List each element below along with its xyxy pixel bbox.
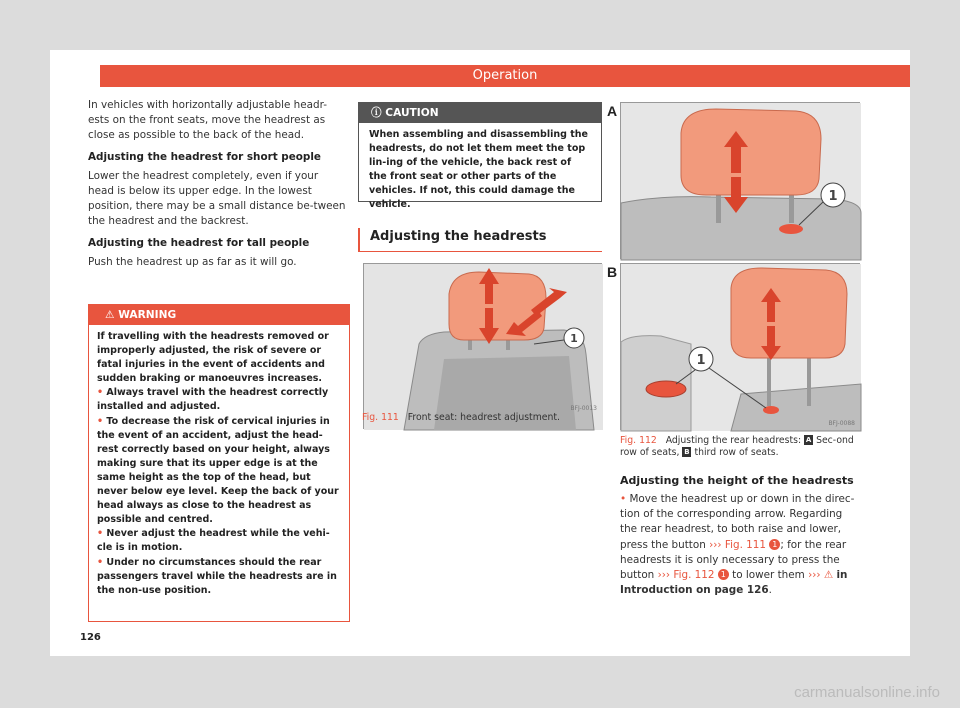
- fig112-caption: [620, 435, 860, 459]
- fig111-marker: 1: [570, 332, 578, 345]
- fig111-link[interactable]: ››› Fig. 111: [709, 538, 767, 551]
- warning-bullet: • Under no circumstances should the rear passengers travel while the headrests are in the non-use position.: [97, 556, 337, 596]
- warning-bullet: • Never adjust the headrest while the vehi-cle is in motion.: [97, 528, 330, 554]
- bullet-icon: •: [97, 528, 107, 540]
- fig112-code: BFJ-0088: [828, 420, 855, 427]
- fig111-label: Fig. 111: [362, 412, 399, 423]
- panel-a-letter: A: [607, 103, 618, 119]
- figure-112-panel-b: [607, 263, 860, 430]
- fig111-code: BFJ-0013: [570, 405, 597, 412]
- height-adjust-text: • Move the headrest up or down in the direc-tion of the corresponding arrow. Regarding the rear headrest, to both raise and lower, press the button ››› Fig. 111 1 ; for the rear headrests it is only necessary to press the button ››› Fig. 112 1 to lower them ››› ⚠ in Introduction on page 126.: [620, 493, 855, 597]
- number-1-icon: 1: [769, 539, 780, 550]
- bullet-icon: •: [97, 415, 107, 427]
- warning-bullet: • Always travel with the headrest correctly installed and adjusted.: [97, 387, 329, 413]
- paragraph-tall-people: Push the headrest up as far as it will go.: [88, 256, 297, 268]
- heading-tall-people: Adjusting the headrest for tall people: [88, 237, 310, 249]
- column-left: [88, 98, 346, 277]
- fig112-caption-part: Sec-ond row of seats,: [620, 435, 854, 458]
- letter-b-box: B: [684, 448, 690, 456]
- fig111-caption-text: Front seat: headrest adjustment.: [407, 412, 560, 423]
- front-seat-illustration: [364, 264, 603, 430]
- warning-intro: If travelling with the headrests removed or improperly adjusted, the risk of severe or fatal injuries in the event of accidents and sudden braking or manoeuvres increases.: [97, 331, 329, 385]
- caution-title: CAUTION: [385, 107, 439, 119]
- bullet-icon: •: [97, 556, 107, 568]
- caution-circle-icon: ⓘ: [371, 107, 382, 119]
- figure-112-panel-a: [607, 102, 860, 259]
- fig112-caption-part: Adjusting the rear headrests:: [665, 435, 802, 446]
- section-title: Adjusting the headrests: [358, 228, 602, 252]
- fig112-label: Fig. 112: [620, 435, 657, 446]
- caution-title-bar: [359, 103, 601, 123]
- fig112-link[interactable]: ››› Fig. 112: [657, 569, 715, 582]
- panel-b-letter: B: [607, 264, 618, 280]
- bullet-icon: •: [97, 387, 107, 399]
- warning-title: WARNING: [118, 309, 177, 321]
- fig111-caption: [362, 412, 560, 423]
- fig112b-marker: 1: [696, 353, 706, 368]
- warning-bullet: • To decrease the risk of cervical injuries in the event of an accident, adjust the head-rest correctly based on your height, always making sure that its upper edge is at the same height as the top of the head, but never below eye level. Keep the back of your head always as close to the headrest as possible and centred.: [97, 415, 339, 526]
- rear-headrest-a-illustration: [621, 103, 861, 260]
- caution-box: [358, 102, 602, 211]
- letter-a-box: A: [805, 436, 812, 444]
- fig112a-marker: 1: [828, 189, 838, 204]
- caution-text: When assembling and disassembling the headrests, do not let them meet the top lin-ing of the vehicle, the back rest of the front seat or other parts of the vehicles. If not, this could damage the vehicle.: [369, 129, 588, 211]
- watermark: carmanualsonline.info: [794, 684, 940, 701]
- figure-111-front-seat: [363, 263, 602, 429]
- rear-headrest-b-illustration: [621, 264, 861, 431]
- number-1-icon: 1: [718, 569, 729, 580]
- bullet-icon: •: [620, 493, 630, 505]
- paragraph-short-people: Lower the headrest completely, even if your head is below its upper edge. In the lowest position, there may be a small distance be-tween the headrest and the backrest.: [88, 170, 346, 227]
- page: [50, 50, 910, 656]
- warning-title-bar: [89, 305, 349, 325]
- page-number: 126: [80, 632, 101, 643]
- height-adjust-title: Adjusting the height of the headrests: [620, 474, 854, 487]
- warning-box: [88, 304, 350, 622]
- warning-triangle-icon: ⚠: [823, 569, 834, 582]
- warning-triangle-icon: ⚠: [105, 309, 115, 321]
- fig112-caption-part: third row of seats.: [694, 447, 779, 458]
- heading-short-people: Adjusting the headrest for short people: [88, 151, 321, 163]
- warning-body: [89, 325, 349, 598]
- intro-paragraph: In vehicles with horizontally adjustable headr-ests on the front seats, move the headrest as close as possible to the back of the head.: [88, 99, 327, 141]
- warning-link[interactable]: ›››: [808, 569, 821, 582]
- page-header: Operation: [100, 65, 910, 87]
